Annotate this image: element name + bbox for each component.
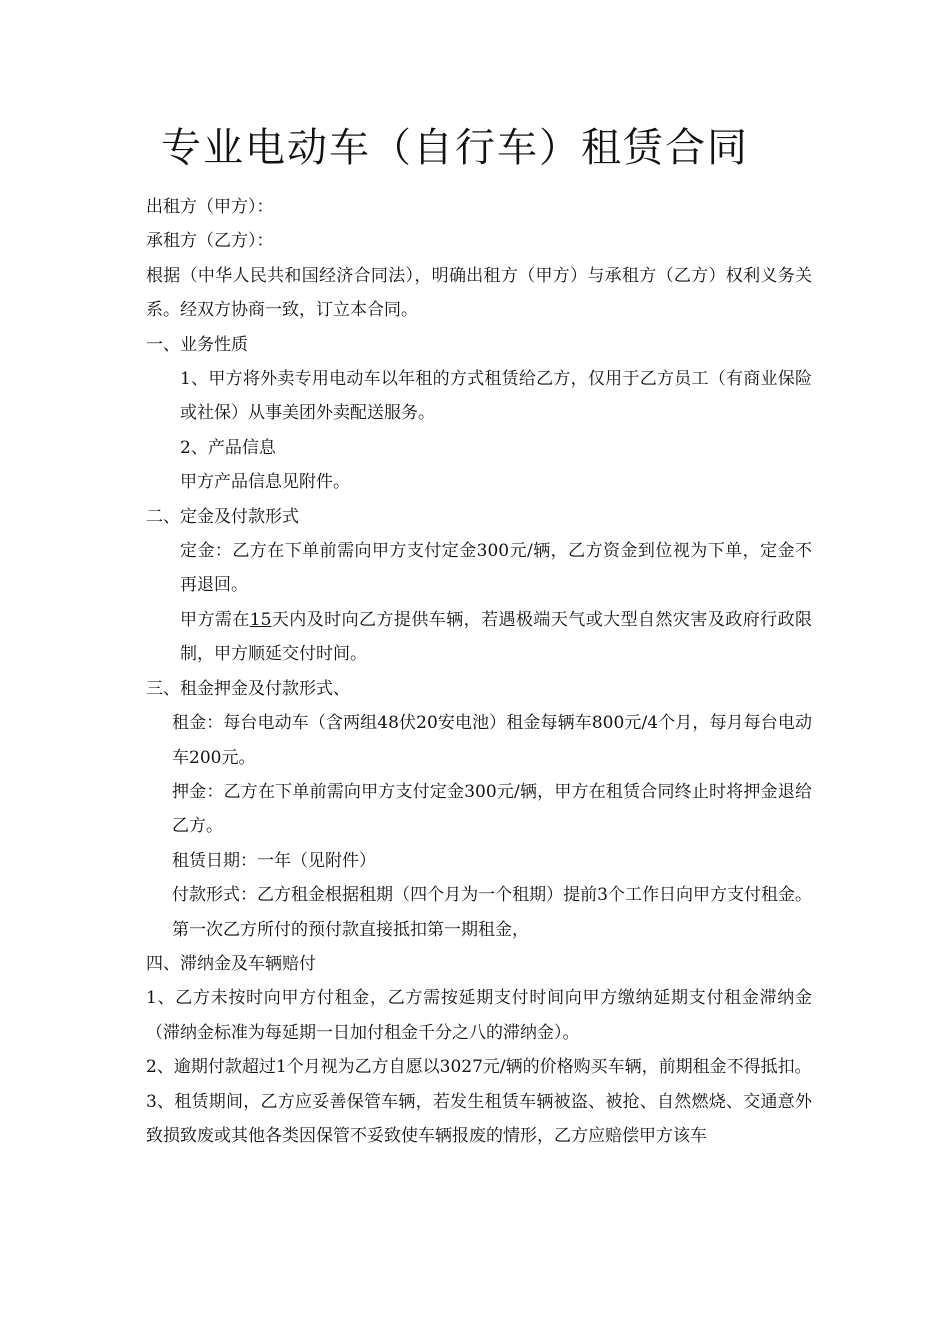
contract-body [146, 190, 812, 1153]
delivery-text-after: 天内及时向乙方提供车辆，若遇极端天气或大型自然灾害及政府行政限制，甲方顺延交付时间。 [180, 609, 813, 665]
section-4-item-2: 2、逾期付款超过1个月视为乙方自愿以3027元/辆的价格购买车辆，前期租金不得抵扣。 [146, 1057, 812, 1078]
section-4-item-1: 1、乙方未按时向甲方付租金，乙方需按延期支付时间向甲方缴纳延期支付租金滞纳金（滞纳金标准为每延期一日加付租金千分之八的滞纳金）。 [146, 988, 812, 1043]
section-4-item-3: 3、租赁期间，乙方应妥善保管车辆，若发生租赁车辆被盗、被抢、自然燃烧、交通意外致损致废或其他各类因保管不妥致使车辆报废的情形，乙方应赔偿甲方该车 [146, 1091, 812, 1146]
section-1-item-1: 1、甲方将外卖专用电动车以年租的方式租赁给乙方，仅用于乙方员工（有商业保险或社保）从事美团外卖配送服务。 [180, 369, 812, 424]
section-3-lease-term: 租赁日期：一年（见附件） [172, 850, 376, 871]
preamble-paragraph: 根据（中华人民共和国经济合同法），明确出租方（甲方）与承租方（乙方）权利义务关系。经双方协商一致，订立本合同。 [146, 265, 812, 321]
contract-title: 专业电动车（自行车）租赁合同 [161, 125, 749, 171]
section-3-security-deposit: 押金：乙方在下单前需向甲方支付定金300元/辆，甲方在租赁合同终止时将押金退给乙方。 [172, 781, 812, 837]
section-1-item-2-text: 甲方产品信息见附件。 [180, 472, 350, 493]
section-3-heading: 三、租金押金及付款形式、 [146, 678, 350, 699]
delivery-days: 15 [249, 609, 272, 630]
section-2-deposit: 定金：乙方在下单前需向甲方支付定金300元/辆，乙方资金到位视为下单，定金不再退回。 [180, 541, 812, 596]
section-2-heading: 二、定金及付款形式 [146, 506, 299, 527]
section-3-rent: 租金：每台电动车（含两组48伏20安电池）租金每辆车800元/4个月，每月每台电动车200元。 [172, 713, 812, 768]
delivery-text-before: 甲方需在 [180, 609, 250, 630]
section-1-heading: 一、业务性质 [146, 334, 248, 355]
lessee-line: 承租方（乙方）： [146, 231, 274, 252]
section-4-heading: 四、滞纳金及车辆赔付 [146, 953, 316, 974]
section-3-payment: 付款形式：乙方租金根据租期（四个月为一个租期）提前3个工作日向甲方支付租金。第一次乙方所付的预付款直接抵扣第一期租金， [172, 885, 812, 940]
lessor-line: 出租方（甲方）： [146, 197, 274, 217]
section-2-delivery [146, 603, 812, 672]
section-1-item-2-heading: 2、产品信息 [180, 437, 276, 458]
